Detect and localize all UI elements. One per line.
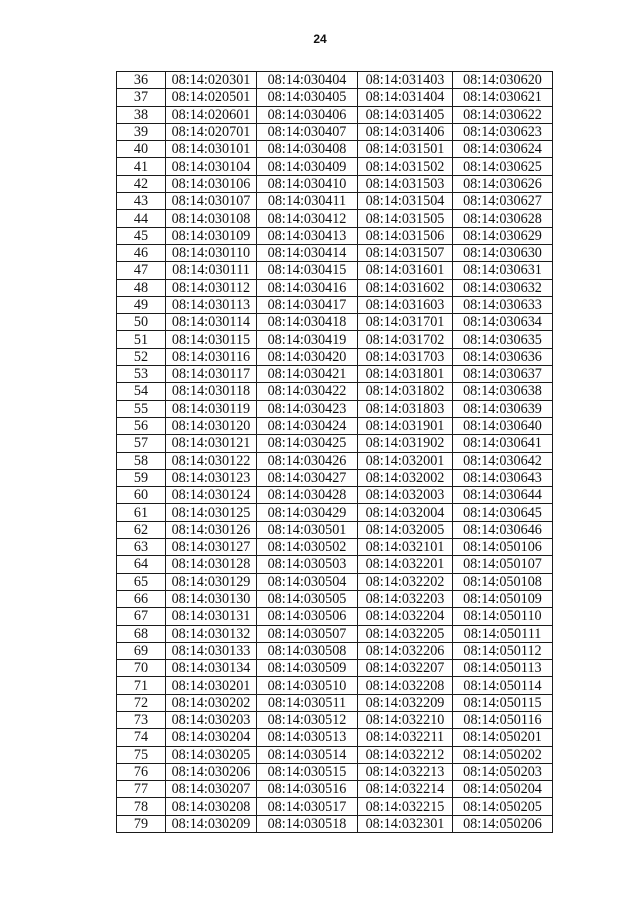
code-cell: 08:14:030411 [257,193,358,210]
code-cell: 08:14:032213 [358,763,453,780]
code-cell: 08:14:030514 [257,746,358,763]
code-cell: 08:14:030408 [257,141,358,158]
code-cell: 08:14:032004 [358,504,453,521]
code-cell: 08:14:032205 [358,625,453,642]
code-cell: 08:14:031406 [358,123,453,140]
code-cell: 08:14:030427 [257,469,358,486]
code-cell: 08:14:030410 [257,175,358,192]
code-cell: 08:14:030627 [453,193,553,210]
row-number-cell: 64 [117,556,166,573]
row-number-cell: 76 [117,763,166,780]
code-cell: 08:14:050108 [453,573,553,590]
code-cell: 08:14:031504 [358,193,453,210]
table-row [117,746,553,763]
code-cell: 08:14:030634 [453,314,553,331]
code-cell: 08:14:031602 [358,279,453,296]
code-cell: 08:14:031507 [358,244,453,261]
row-number-cell: 59 [117,469,166,486]
code-cell: 08:14:030415 [257,262,358,279]
code-cell: 08:14:030518 [257,815,358,832]
table-row [117,175,553,192]
code-cell: 08:14:030632 [453,279,553,296]
code-cell: 08:14:030114 [166,314,257,331]
code-cell: 08:14:030129 [166,573,257,590]
row-number-cell: 39 [117,123,166,140]
row-number-cell: 42 [117,175,166,192]
code-cell: 08:14:030201 [166,677,257,694]
table-row [117,521,553,538]
code-cell: 08:14:032003 [358,487,453,504]
code-cell: 08:14:030640 [453,417,553,434]
table-row [117,417,553,434]
code-cell: 08:14:030413 [257,227,358,244]
code-cell: 08:14:030406 [257,106,358,123]
row-number-cell: 72 [117,694,166,711]
table-row [117,193,553,210]
code-cell: 08:14:031801 [358,366,453,383]
table-row [117,383,553,400]
row-number-cell: 36 [117,72,166,89]
table-row [117,244,553,261]
code-cell: 08:14:031703 [358,348,453,365]
table-row [117,452,553,469]
code-cell: 08:14:030101 [166,141,257,158]
code-cell: 08:14:032207 [358,660,453,677]
row-number-cell: 60 [117,487,166,504]
code-cell: 08:14:030421 [257,366,358,383]
code-cell: 08:14:030505 [257,590,358,607]
table-row [117,539,553,556]
code-cell: 08:14:031503 [358,175,453,192]
code-cell: 08:14:030132 [166,625,257,642]
table-row [117,314,553,331]
row-number-cell: 43 [117,193,166,210]
code-cell: 08:14:050111 [453,625,553,642]
code-cell: 08:14:030507 [257,625,358,642]
row-number-cell: 69 [117,642,166,659]
row-number-cell: 46 [117,244,166,261]
code-cell: 08:14:030502 [257,539,358,556]
code-cell: 08:14:030122 [166,452,257,469]
code-cell: 08:14:030643 [453,469,553,486]
row-number-cell: 41 [117,158,166,175]
code-cell: 08:14:030637 [453,366,553,383]
row-number-cell: 62 [117,521,166,538]
code-cell: 08:14:030420 [257,348,358,365]
row-number-cell: 50 [117,314,166,331]
table-row [117,642,553,659]
code-cell: 08:14:030131 [166,608,257,625]
code-cell: 08:14:030120 [166,417,257,434]
code-cell: 08:14:030407 [257,123,358,140]
row-number-cell: 53 [117,366,166,383]
code-cell: 08:14:032206 [358,642,453,659]
code-cell: 08:14:020301 [166,72,257,89]
code-cell: 08:14:030417 [257,296,358,313]
code-cell: 08:14:030206 [166,763,257,780]
code-cell: 08:14:030642 [453,452,553,469]
code-cell: 08:14:030115 [166,331,257,348]
code-cell: 08:14:030128 [166,556,257,573]
code-cell: 08:14:030515 [257,763,358,780]
code-cell: 08:14:030208 [166,798,257,815]
code-cell: 08:14:050113 [453,660,553,677]
code-cell: 08:14:030630 [453,244,553,261]
code-cell: 08:14:032215 [358,798,453,815]
code-cell: 08:14:030423 [257,400,358,417]
code-cell: 08:14:050107 [453,556,553,573]
code-cell: 08:14:031802 [358,383,453,400]
code-cell: 08:14:031502 [358,158,453,175]
code-cell: 08:14:030110 [166,244,257,261]
code-cell: 08:14:030625 [453,158,553,175]
table-row [117,262,553,279]
code-cell: 08:14:030125 [166,504,257,521]
code-cell: 08:14:050203 [453,763,553,780]
table-row [117,556,553,573]
code-cell: 08:14:030645 [453,504,553,521]
row-number-cell: 77 [117,781,166,798]
table-row [117,123,553,140]
code-cell: 08:14:030107 [166,193,257,210]
code-cell: 08:14:032002 [358,469,453,486]
code-cell: 08:14:030639 [453,400,553,417]
code-cell: 08:14:030516 [257,781,358,798]
row-number-cell: 67 [117,608,166,625]
code-cell: 08:14:050206 [453,815,553,832]
table-row [117,608,553,625]
code-cell: 08:14:032208 [358,677,453,694]
code-cell: 08:14:032101 [358,539,453,556]
table-row [117,625,553,642]
code-cell: 08:14:030106 [166,175,257,192]
row-number-cell: 48 [117,279,166,296]
row-number-cell: 49 [117,296,166,313]
row-number-cell: 47 [117,262,166,279]
code-cell: 08:14:032201 [358,556,453,573]
code-cell: 08:14:030104 [166,158,257,175]
table-row [117,72,553,89]
code-cell: 08:14:030202 [166,694,257,711]
table-row [117,435,553,452]
code-cell: 08:14:030429 [257,504,358,521]
table-row [117,487,553,504]
code-cell: 08:14:050114 [453,677,553,694]
code-cell: 08:14:030117 [166,366,257,383]
row-number-cell: 56 [117,417,166,434]
code-cell: 08:14:030130 [166,590,257,607]
code-cell: 08:14:030517 [257,798,358,815]
code-cell: 08:14:030418 [257,314,358,331]
code-cell: 08:14:030503 [257,556,358,573]
code-cell: 08:14:030412 [257,210,358,227]
code-cell: 08:14:030635 [453,331,553,348]
code-cell: 08:14:030426 [257,452,358,469]
cadastral-codes-table [116,71,553,833]
code-cell: 08:14:030111 [166,262,257,279]
code-cell: 08:14:031505 [358,210,453,227]
row-number-cell: 37 [117,89,166,106]
row-number-cell: 66 [117,590,166,607]
code-cell: 08:14:030207 [166,781,257,798]
table-row [117,573,553,590]
row-number-cell: 78 [117,798,166,815]
table-row [117,660,553,677]
code-cell: 08:14:030123 [166,469,257,486]
table-row [117,815,553,832]
code-cell: 08:14:031506 [358,227,453,244]
code-cell: 08:14:030205 [166,746,257,763]
code-cell: 08:14:030414 [257,244,358,261]
code-cell: 08:14:030424 [257,417,358,434]
table-row [117,158,553,175]
code-cell: 08:14:030204 [166,729,257,746]
code-cell: 08:14:030626 [453,175,553,192]
code-cell: 08:14:030629 [453,227,553,244]
code-cell: 08:14:031404 [358,89,453,106]
code-cell: 08:14:030624 [453,141,553,158]
row-number-cell: 79 [117,815,166,832]
table-row [117,141,553,158]
code-cell: 08:14:030504 [257,573,358,590]
code-cell: 08:14:031603 [358,296,453,313]
code-cell: 08:14:030127 [166,539,257,556]
table-row [117,798,553,815]
code-cell: 08:14:050112 [453,642,553,659]
code-cell: 08:14:050116 [453,711,553,728]
row-number-cell: 52 [117,348,166,365]
code-cell: 08:14:030134 [166,660,257,677]
table-row [117,400,553,417]
table-row [117,227,553,244]
code-cell: 08:14:030621 [453,89,553,106]
row-number-cell: 45 [117,227,166,244]
code-cell: 08:14:030405 [257,89,358,106]
code-cell: 08:14:050201 [453,729,553,746]
code-cell: 08:14:030422 [257,383,358,400]
code-cell: 08:14:032211 [358,729,453,746]
row-number-cell: 61 [117,504,166,521]
code-cell: 08:14:030419 [257,331,358,348]
code-cell: 08:14:030623 [453,123,553,140]
code-cell: 08:14:031702 [358,331,453,348]
code-cell: 08:14:030112 [166,279,257,296]
code-cell: 08:14:030133 [166,642,257,659]
code-cell: 08:14:031803 [358,400,453,417]
code-cell: 08:14:050205 [453,798,553,815]
table-row [117,677,553,694]
code-cell: 08:14:032210 [358,711,453,728]
row-number-cell: 57 [117,435,166,452]
code-cell: 08:14:020701 [166,123,257,140]
code-cell: 08:14:030428 [257,487,358,504]
code-cell: 08:14:050109 [453,590,553,607]
code-cell: 08:14:020501 [166,89,257,106]
code-cell: 08:14:030109 [166,227,257,244]
row-number-cell: 70 [117,660,166,677]
code-cell: 08:14:032005 [358,521,453,538]
code-cell: 08:14:030641 [453,435,553,452]
code-cell: 08:14:030501 [257,521,358,538]
table-row [117,729,553,746]
code-cell: 08:14:030425 [257,435,358,452]
code-cell: 08:14:030622 [453,106,553,123]
code-cell: 08:14:030416 [257,279,358,296]
row-number-cell: 40 [117,141,166,158]
code-cell: 08:14:020601 [166,106,257,123]
code-cell: 08:14:030628 [453,210,553,227]
table-row [117,210,553,227]
code-cell: 08:14:030506 [257,608,358,625]
code-cell: 08:14:050202 [453,746,553,763]
row-number-cell: 58 [117,452,166,469]
code-cell: 08:14:030126 [166,521,257,538]
row-number-cell: 65 [117,573,166,590]
code-cell: 08:14:050106 [453,539,553,556]
code-cell: 08:14:030404 [257,72,358,89]
code-cell: 08:14:030116 [166,348,257,365]
code-cell: 08:14:050204 [453,781,553,798]
code-cell: 08:14:031901 [358,417,453,434]
table-row [117,763,553,780]
row-number-cell: 73 [117,711,166,728]
code-cell: 08:14:030509 [257,660,358,677]
row-number-cell: 68 [117,625,166,642]
table-row [117,469,553,486]
row-number-cell: 38 [117,106,166,123]
row-number-cell: 54 [117,383,166,400]
code-cell: 08:14:030508 [257,642,358,659]
code-cell: 08:14:030644 [453,487,553,504]
row-number-cell: 55 [117,400,166,417]
code-cell: 08:14:032214 [358,781,453,798]
code-cell: 08:14:032209 [358,694,453,711]
code-cell: 08:14:031405 [358,106,453,123]
code-cell: 08:14:031601 [358,262,453,279]
row-number-cell: 51 [117,331,166,348]
code-cell: 08:14:032203 [358,590,453,607]
code-cell: 08:14:031403 [358,72,453,89]
code-cell: 08:14:032301 [358,815,453,832]
table-row [117,331,553,348]
code-cell: 08:14:030121 [166,435,257,452]
code-cell: 08:14:031701 [358,314,453,331]
row-number-cell: 71 [117,677,166,694]
code-cell: 08:14:030620 [453,72,553,89]
table-row [117,279,553,296]
code-cell: 08:14:030209 [166,815,257,832]
code-cell: 08:14:030113 [166,296,257,313]
code-cell: 08:14:031902 [358,435,453,452]
code-cell: 08:14:030203 [166,711,257,728]
code-cell: 08:14:030511 [257,694,358,711]
code-cell: 08:14:030646 [453,521,553,538]
table-body [117,72,553,833]
table-row [117,348,553,365]
code-cell: 08:14:031501 [358,141,453,158]
table-row [117,296,553,313]
table-row [117,106,553,123]
code-cell: 08:14:030636 [453,348,553,365]
code-cell: 08:14:030510 [257,677,358,694]
table-row [117,781,553,798]
table-row [117,89,553,106]
code-cell: 08:14:030513 [257,729,358,746]
row-number-cell: 74 [117,729,166,746]
page-number: 24 [313,32,327,46]
row-number-cell: 75 [117,746,166,763]
code-cell: 08:14:050115 [453,694,553,711]
table-row [117,504,553,521]
code-cell: 08:14:030409 [257,158,358,175]
code-cell: 08:14:030108 [166,210,257,227]
code-cell: 08:14:030119 [166,400,257,417]
code-cell: 08:14:050110 [453,608,553,625]
code-cell: 08:14:030638 [453,383,553,400]
code-cell: 08:14:030124 [166,487,257,504]
table-row [117,590,553,607]
table-row [117,366,553,383]
row-number-cell: 63 [117,539,166,556]
code-cell: 08:14:030118 [166,383,257,400]
table-row [117,694,553,711]
code-cell: 08:14:032204 [358,608,453,625]
code-cell: 08:14:030633 [453,296,553,313]
code-cell: 08:14:030631 [453,262,553,279]
code-cell: 08:14:032202 [358,573,453,590]
code-cell: 08:14:030512 [257,711,358,728]
code-cell: 08:14:032001 [358,452,453,469]
code-cell: 08:14:032212 [358,746,453,763]
table-row [117,711,553,728]
row-number-cell: 44 [117,210,166,227]
